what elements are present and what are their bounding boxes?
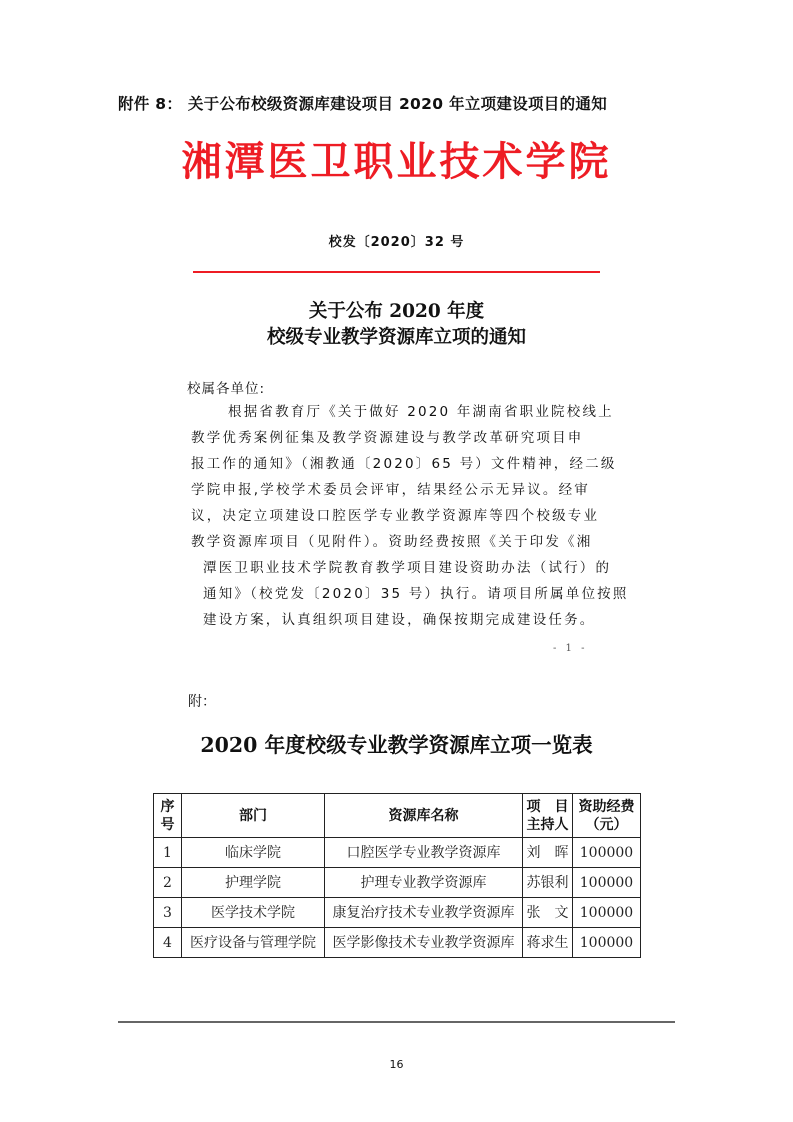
header-department: 部门 [182, 794, 325, 838]
body-line: 教学优秀案例征集及教学资源建设与教学改革研究项目申 [191, 430, 584, 446]
cell-funding: 100000 [573, 868, 641, 898]
table-row [154, 838, 641, 868]
body-line: 建设方案，认真组织项目建设，确保按期完成建设任务。 [203, 612, 596, 628]
body-line: 通知》（校党发〔2020〕35 号）执行。请项目所属单位按照 [203, 586, 629, 602]
institution-masthead: 湘潭医卫职业技术学院 [181, 138, 612, 185]
table-row [154, 868, 641, 898]
cell-funding: 100000 [573, 928, 641, 958]
appendix-label: 附： [188, 694, 216, 710]
header-leader: 项 目 主持人 [523, 794, 573, 838]
cell-library-name: 护理专业教学资源库 [325, 868, 523, 898]
cell-leader: 蒋求生 [523, 928, 573, 958]
cell-library-name: 口腔医学专业教学资源库 [325, 838, 523, 868]
inner-page-number: - 1 - [553, 643, 588, 654]
cell-funding: 100000 [573, 898, 641, 928]
cell-no: 2 [154, 868, 182, 898]
cell-no: 3 [154, 898, 182, 928]
table-row [154, 898, 641, 928]
header-no: 序 号 [154, 794, 182, 838]
footer-divider [118, 1021, 675, 1023]
body-line: 潭医卫职业技术学院教育教学项目建设资助办法（试行）的 [203, 560, 612, 576]
body-line: 学院申报,学校学术委员会评审，结果经公示无异议。经审 [191, 482, 590, 498]
cell-leader: 张 文 [523, 898, 573, 928]
cell-no: 1 [154, 838, 182, 868]
cell-library-name: 医学影像技术专业教学资源库 [325, 928, 523, 958]
cell-department: 临床学院 [182, 838, 325, 868]
cell-department: 医疗设备与管理学院 [182, 928, 325, 958]
body-line: 报工作的通知》（湘教通〔2020〕65 号）文件精神，经二级 [191, 456, 617, 472]
list-title: 2020 年度校级专业教学资源库立项一览表 [200, 733, 593, 757]
salutation: 校属各单位: [187, 381, 266, 397]
cell-department: 护理学院 [182, 868, 325, 898]
header-library-name: 资源库名称 [325, 794, 523, 838]
red-divider [193, 271, 600, 273]
project-table [153, 793, 641, 958]
cell-no: 4 [154, 928, 182, 958]
cell-department: 医学技术学院 [182, 898, 325, 928]
notice-title-line2: 校级专业教学资源库立项的通知 [266, 327, 526, 348]
header-funding: 资助经费 （元） [573, 794, 641, 838]
table-row [154, 928, 641, 958]
cell-leader: 苏银利 [523, 868, 573, 898]
cell-library-name: 康复治疗技术专业教学资源库 [325, 898, 523, 928]
notice-title-line1: 关于公布 2020 年度 [308, 301, 485, 322]
cell-funding: 100000 [573, 838, 641, 868]
table-header-row [154, 794, 641, 838]
document-number: 校发〔2020〕32 号 [328, 235, 465, 250]
attachment-heading: 附件 8： 关于公布校级资源库建设项目 2020 年立项建设项目的通知 [118, 95, 608, 113]
notice-title [0, 299, 793, 351]
body-line: 议，决定立项建设口腔医学专业教学资源库等四个校级专业 [191, 508, 600, 524]
body-line: 教学资源库项目（见附件）。资助经费按照《关于印发《湘 [191, 534, 593, 550]
body-line: 根据省教育厅《关于做好 2020 年湖南省职业院校线上 [228, 404, 614, 420]
page-number: 16 [389, 1058, 404, 1071]
cell-leader: 刘 晖 [523, 838, 573, 868]
